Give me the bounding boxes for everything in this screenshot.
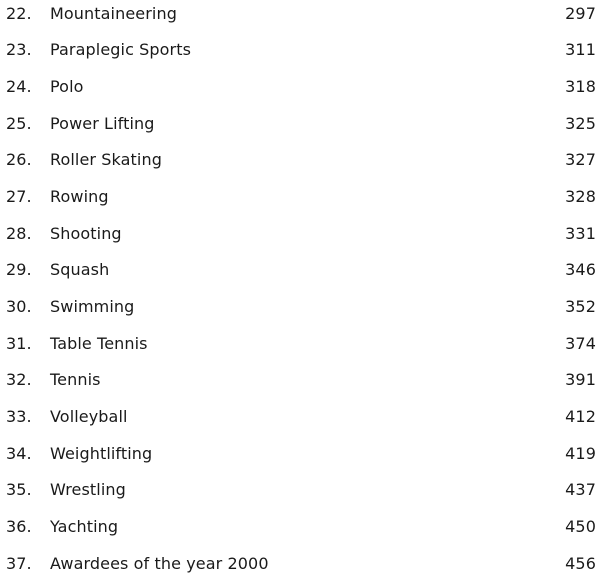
toc-entry: [0, 110, 600, 138]
entry-page-number: 391: [565, 370, 596, 389]
entry-number: 35.: [6, 480, 32, 499]
entry-title: Paraplegic Sports: [50, 40, 192, 59]
entry-number: 25.: [6, 114, 32, 133]
entry-number: 28.: [6, 224, 32, 243]
toc-entry: [0, 0, 600, 28]
entry-number: 27.: [6, 187, 32, 206]
toc-entry: [0, 146, 600, 174]
toc-entry: [0, 293, 600, 321]
entry-page-number: 311: [565, 40, 596, 59]
entry-title: Wrestling: [50, 480, 126, 499]
toc-entry: [0, 366, 600, 394]
toc-entry: [0, 330, 600, 358]
entry-number: 31.: [6, 334, 32, 353]
entry-page-number: 437: [565, 480, 596, 499]
entry-page-number: 346: [565, 260, 596, 279]
entry-title: Squash: [50, 260, 110, 279]
toc-entry: [0, 36, 600, 64]
toc-entry: [0, 476, 600, 504]
entry-title: Volleyball: [50, 407, 128, 426]
entry-title: Yachting: [50, 517, 119, 536]
entry-title: Power Lifting: [50, 114, 155, 133]
toc-entry: [0, 403, 600, 431]
entry-title: Polo: [50, 77, 84, 96]
entry-number: 24.: [6, 77, 32, 96]
entry-title: Weightlifting: [50, 444, 153, 463]
entry-number: 23.: [6, 40, 32, 59]
entry-number: 32.: [6, 370, 32, 389]
entry-title: Awardees of the year 2000: [50, 554, 269, 573]
entry-page-number: 419: [565, 444, 596, 463]
entry-title: Tennis: [50, 370, 101, 389]
toc-entry: [0, 73, 600, 101]
toc-entry: [0, 183, 600, 211]
entry-number: 22.: [6, 4, 32, 23]
entry-title: Swimming: [50, 297, 135, 316]
entry-number: 36.: [6, 517, 32, 536]
toc-entry: [0, 220, 600, 248]
toc-entry: [0, 550, 600, 578]
entry-page-number: 331: [565, 224, 596, 243]
entry-number: 34.: [6, 444, 32, 463]
entry-page-number: 327: [565, 150, 596, 169]
entry-page-number: 450: [565, 517, 596, 536]
entry-number: 37.: [6, 554, 32, 573]
entry-number: 30.: [6, 297, 32, 316]
entry-page-number: 374: [565, 334, 596, 353]
entry-number: 26.: [6, 150, 32, 169]
entry-number: 29.: [6, 260, 32, 279]
entry-page-number: 352: [565, 297, 596, 316]
entry-page-number: 328: [565, 187, 596, 206]
entry-number: 33.: [6, 407, 32, 426]
entry-title: Table Tennis: [50, 334, 148, 353]
entry-page-number: 297: [565, 4, 596, 23]
toc-entry: [0, 513, 600, 541]
entry-page-number: 318: [565, 77, 596, 96]
entry-title: Shooting: [50, 224, 122, 243]
toc-entry: [0, 256, 600, 284]
entry-title: Roller Skating: [50, 150, 162, 169]
toc-entry: [0, 440, 600, 468]
entry-page-number: 412: [565, 407, 596, 426]
entry-page-number: 325: [565, 114, 596, 133]
entry-title: Rowing: [50, 187, 109, 206]
entry-title: Mountaineering: [50, 4, 177, 23]
entry-page-number: 456: [565, 554, 596, 573]
